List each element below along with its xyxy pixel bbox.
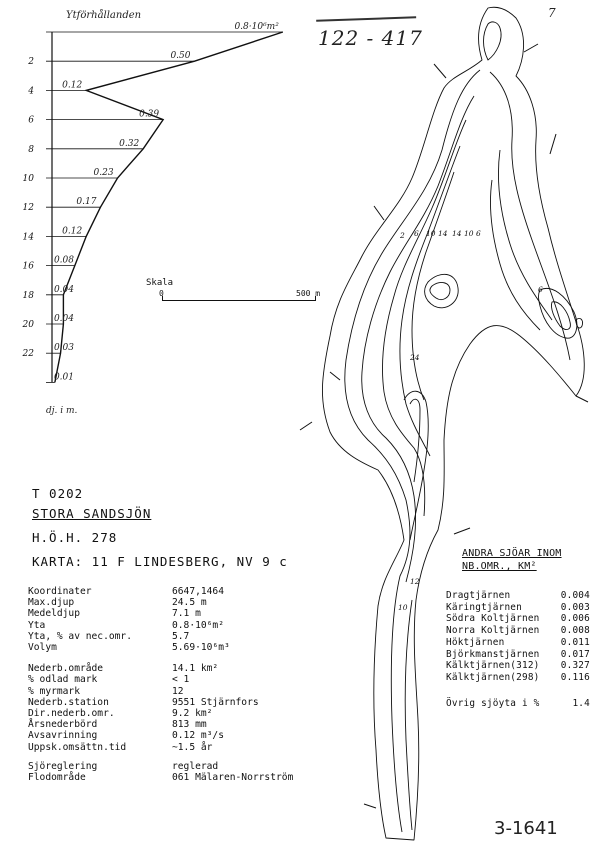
contour-4	[362, 96, 474, 582]
depth-label: 2	[28, 57, 34, 68]
central-deep-2	[410, 399, 420, 482]
depth-label: 12	[22, 203, 34, 214]
inflow-arrow	[550, 134, 556, 154]
inflow-arrow	[524, 44, 538, 52]
lake-altitude: H.Ö.H. 278	[32, 530, 118, 545]
other-lake-area: 0.116	[560, 671, 590, 683]
area-value-label: 0.08	[53, 255, 74, 266]
inflow-arrow	[300, 422, 312, 430]
fact-label: Yta	[28, 619, 46, 631]
scale-start: 0	[159, 289, 164, 298]
scale-label: Skala	[146, 278, 174, 288]
other-lake-name: Södra Koltjärnen	[446, 613, 540, 625]
other-lake-name: Norra Koltjärnen	[446, 625, 540, 637]
page-number: 7	[548, 6, 556, 20]
inflow-arrow	[576, 396, 588, 402]
area-value-label: 0.03	[53, 343, 74, 354]
fact-value: 5.69·10⁶m³	[172, 642, 230, 653]
contour-6	[382, 120, 466, 516]
area-value-label: 0.12	[62, 80, 83, 91]
lake-id: T 0202	[32, 486, 84, 501]
contour-east-2	[490, 180, 540, 330]
fact-label: Dir.nederb.omr.	[28, 708, 115, 719]
fact-value: 6647,1464	[172, 586, 224, 597]
fact-value: 813 mm	[172, 719, 207, 731]
depth-label: 10	[22, 174, 34, 184]
depth-label: 4	[28, 86, 34, 97]
north-arm	[484, 22, 502, 60]
fact-value: 0.12 m³/s	[172, 730, 224, 742]
other-lake-name: Kälktjärnen(298)	[446, 671, 540, 683]
other-lake-name: Dragtjärnen	[446, 590, 511, 601]
other-lake-name: Käringtjärnen	[446, 601, 522, 613]
scale-end: 500 m	[296, 289, 321, 298]
other-lakes-subtitle: NB.OMR., KM²	[462, 561, 537, 572]
area-value-label: 0.8·10⁶m²	[234, 22, 279, 32]
contour-depth-label: 10	[426, 229, 436, 238]
other-lake-area: 0.003	[560, 601, 590, 613]
contour-depth-label: 6	[476, 229, 481, 238]
area-value-label: 0.23	[93, 168, 114, 178]
fact-label: Max.djup	[28, 597, 75, 609]
east-basin-inner	[551, 302, 570, 330]
other-lake-area: 0.011	[560, 636, 590, 648]
inflow-arrow	[374, 206, 384, 220]
shoreline	[322, 7, 584, 840]
fact-label: Årsnederbörd	[28, 719, 98, 731]
depth-label: 8	[28, 144, 34, 155]
fact-label: Medeldjup	[28, 608, 80, 620]
area-value-label: 0.50	[170, 51, 191, 62]
fact-value: 7.1 m	[172, 608, 201, 620]
contour-depth-label: 24	[410, 353, 420, 362]
handwritten-reference: 122 - 417	[318, 26, 423, 50]
contour-depth-label: 6	[414, 229, 419, 238]
other-lake-area: 0.006	[560, 613, 590, 625]
fact-value: 9551 Stjärnfors	[172, 696, 259, 708]
contour-depth-label: 10	[464, 229, 474, 238]
contour-2	[345, 70, 480, 832]
fact-label: % odlad mark	[28, 674, 98, 686]
depth-label: 20	[22, 320, 34, 330]
inflow-arrow	[330, 372, 340, 380]
fact-label: Volym	[28, 642, 57, 653]
depth-label: 22	[22, 349, 34, 360]
area-value-label: 0.01	[53, 372, 74, 383]
other-lake-area: 0.004	[560, 590, 590, 601]
fact-label: Koordinater	[28, 586, 92, 597]
depth-label: 18	[22, 290, 34, 301]
fact-value: reglerad	[172, 760, 219, 772]
depth-label: 6	[28, 115, 34, 126]
contour-depth-label: 2	[400, 231, 405, 240]
contour-depth-label: 14	[438, 229, 448, 238]
area-value-label: 0.12	[62, 226, 83, 237]
contour-depth-label: 10	[398, 603, 408, 612]
fact-label: Nederb.område	[28, 663, 104, 675]
fact-value: 14.1 km²	[172, 663, 219, 675]
other-lake-name: Björkmanstjärnen	[446, 648, 540, 660]
fact-value: < 1	[172, 674, 190, 686]
other-lake-name: Höktjärnen	[446, 636, 505, 648]
lake-map-sheet: KARTA: 11 F LINDESBERG, NV 9 c	[32, 554, 288, 569]
contour-depth-label: 14	[452, 229, 462, 238]
contour-8	[400, 146, 460, 456]
fact-value: ~1.5 år	[172, 741, 213, 753]
fact-label: Uppsk.omsättn.tid	[28, 741, 127, 753]
fact-label: Yta, % av nec.omr.	[28, 630, 132, 642]
contour-depth-label: 6	[538, 285, 543, 294]
area-value-label: 0.17	[76, 197, 97, 208]
inflow-arrow	[454, 528, 470, 534]
fact-label: Sjöreglering	[28, 760, 98, 772]
summary-value: 1.4	[572, 698, 590, 709]
other-lakes-title: ANDRA SJÖAR INOM	[462, 548, 562, 559]
fact-value: 9.2 km²	[172, 708, 213, 719]
area-value-label: 0.04	[53, 314, 74, 324]
contour-2b	[490, 72, 570, 360]
channel-south	[405, 600, 412, 830]
hypsograph-title: Ytförhållanden	[66, 10, 142, 21]
fact-label: Avsavrinning	[28, 730, 98, 742]
fact-value: 5.7	[172, 630, 190, 642]
fact-label: Nederb.station	[28, 696, 109, 708]
fact-value: 24.5 m	[172, 597, 207, 609]
inflow-arrow	[434, 64, 446, 78]
fact-value: 061 Mälaren-Norrström	[172, 772, 294, 783]
area-value-label: 0.39	[139, 109, 160, 120]
fact-label: Flodområde	[28, 772, 86, 783]
lake-name: STORA SANDSJÖN	[32, 506, 152, 521]
fact-value: 12	[172, 685, 184, 697]
sheet-id: 3-1641	[494, 818, 558, 839]
other-lake-area: 0.327	[560, 660, 590, 672]
depth-label: 16	[22, 261, 34, 272]
other-lake-area: 0.008	[560, 625, 590, 637]
deep-pocket-2	[430, 283, 450, 300]
area-value-label: 0.04	[53, 284, 74, 295]
other-lake-area: 0.017	[560, 648, 590, 660]
depth-label: 14	[22, 232, 34, 243]
summary-label: Övrig sjöyta i %	[446, 698, 540, 709]
contour-east-1	[498, 150, 552, 320]
area-value-label: 0.32	[119, 138, 140, 149]
hypsograph-footnote: dj. i m.	[46, 406, 78, 416]
fact-label: % myrmark	[28, 685, 80, 697]
contour-depth-label: 12	[410, 577, 420, 586]
fact-value: 0.8·10⁶m²	[172, 619, 224, 631]
other-lake-name: Kälktjärnen(312)	[446, 660, 540, 672]
outflow-arrow	[364, 804, 376, 808]
